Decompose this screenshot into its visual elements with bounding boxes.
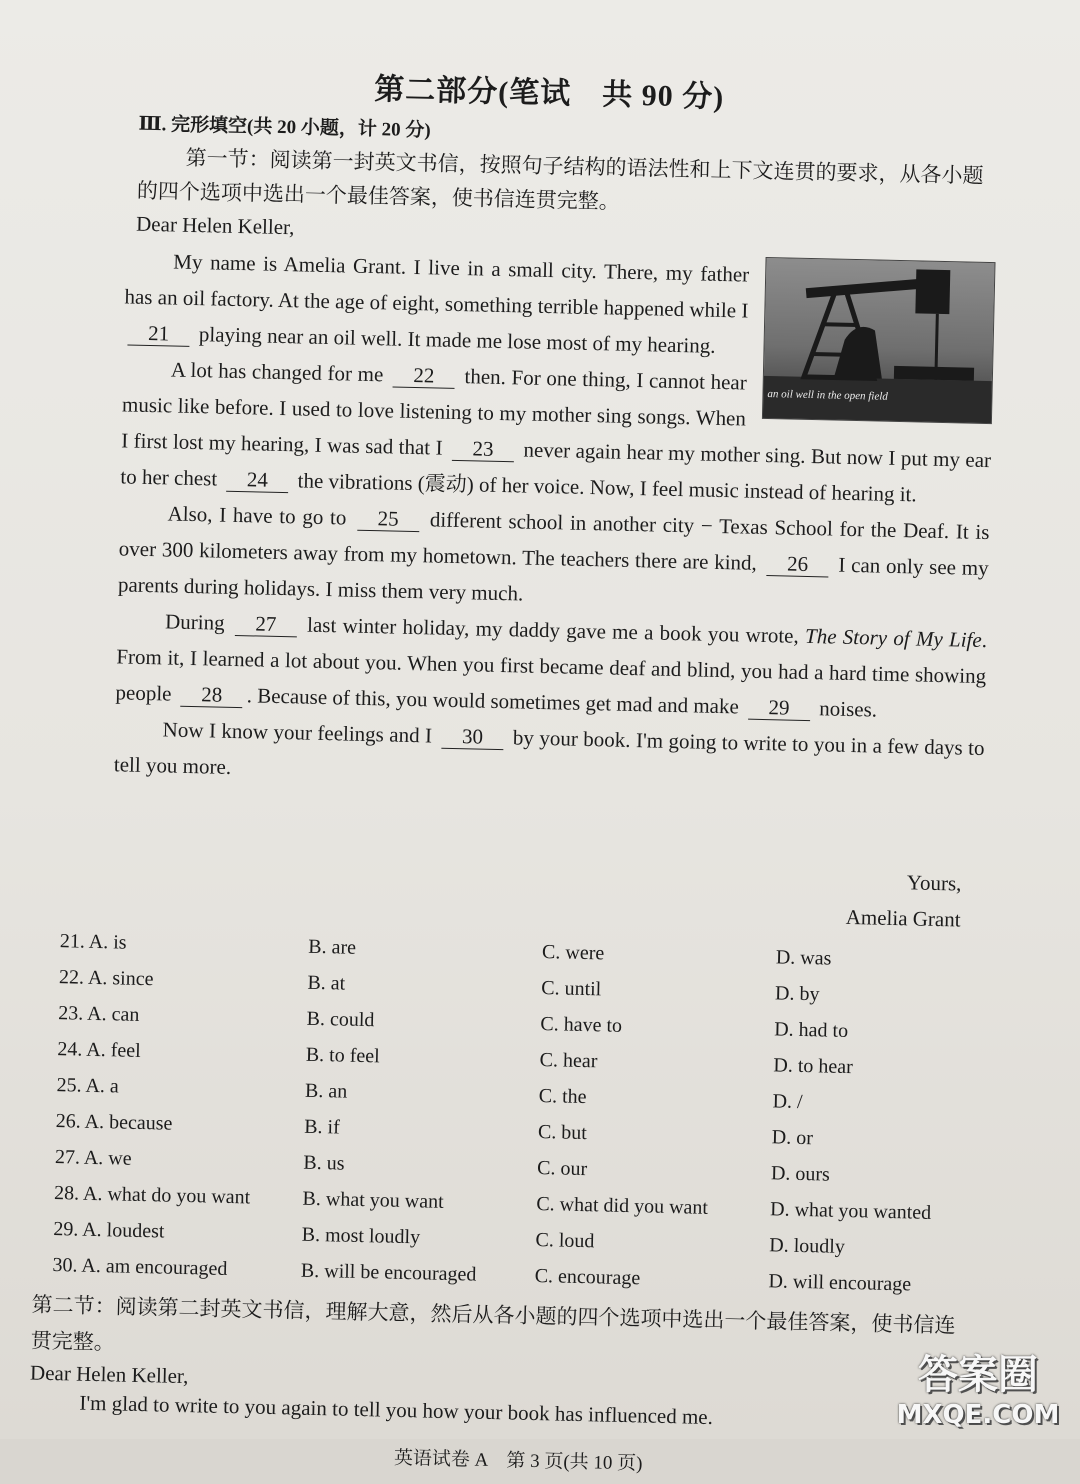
answer-option[interactable]: B. could: [306, 1007, 375, 1031]
letter-signoff: [50, 845, 961, 938]
page-content: [29, 49, 1030, 1483]
answer-option[interactable]: C. but: [537, 1120, 588, 1144]
letter-greeting: Dear Helen Keller,: [135, 211, 295, 240]
blank-27[interactable]: 27: [235, 611, 298, 637]
answer-option[interactable]: C. our: [536, 1156, 588, 1180]
part-title: 第二部分(笔试 共 90 分): [373, 73, 725, 114]
section1-instruction: 第一节：阅读第一封英文书信，按照句子结构的语法性和上下文连贯的要求，从各小题的四个选项中选出一个最佳答案，使书信连贯完整。: [136, 145, 984, 214]
answer-option[interactable]: C. what did you want: [536, 1192, 709, 1219]
answer-option[interactable]: D. will encourage: [768, 1269, 912, 1296]
letter-text: playing near an oil well. It made me lose most of my hearing.: [198, 322, 716, 358]
answer-option[interactable]: D. loudly: [769, 1233, 846, 1258]
answer-option[interactable]: D. /: [772, 1089, 803, 1113]
answer-option[interactable]: B. will be encouraged: [300, 1259, 477, 1286]
letter-text: Also, I have to go to: [167, 501, 347, 530]
letter-text: I can only see my parents during holidays. I miss them very much.: [117, 552, 989, 606]
letter-text: noises.: [819, 696, 878, 722]
letter-text: never again hear my mother sing. But now I put my ear to her chest: [120, 437, 992, 491]
watermark-sub: MXQE.COM: [896, 1400, 1060, 1430]
answer-option[interactable]: 23. A. can: [58, 1001, 140, 1026]
answer-option[interactable]: 28. A. what do you want: [53, 1181, 251, 1208]
answer-option[interactable]: 26. A. because: [55, 1109, 173, 1135]
answer-option[interactable]: D. ours: [770, 1161, 831, 1186]
letter-text: Now I know your feelings and I: [162, 717, 433, 748]
answer-option[interactable]: B. us: [303, 1151, 345, 1175]
oil-well-photo: [762, 257, 996, 424]
answer-option[interactable]: C. the: [538, 1084, 587, 1108]
letter-text: . Because of this, you would sometimes get mad and make: [246, 683, 740, 719]
watermark-logo: [888, 1343, 1068, 1433]
letter-text: . From it, I learned a lot about you. When you first became deaf and blind, you had a hard time showing people: [115, 627, 988, 706]
answer-option[interactable]: 22. A. since: [58, 965, 154, 990]
blank-21[interactable]: 21: [127, 320, 190, 346]
letter-body: [114, 242, 996, 802]
letter2-first-sentence: I'm glad to write to you again to tell you how your book has influenced me.: [79, 1390, 714, 1430]
answer-option[interactable]: D. had to: [773, 1017, 849, 1042]
blank-24[interactable]: 24: [226, 467, 289, 493]
answer-option[interactable]: B. are: [308, 935, 357, 959]
section2-instruction-text: 第二节：阅读第二封英文书信，理解大意，然后从各小题的四个选项中选出一个最佳答案，使书信连贯完整。: [30, 1292, 956, 1355]
answer-option[interactable]: D. was: [775, 945, 832, 970]
answer-option[interactable]: D. what you wanted: [769, 1197, 932, 1224]
letter-paragraph: [115, 602, 987, 730]
answer-option[interactable]: 21. A. is: [59, 929, 127, 954]
answer-options: [42, 923, 1010, 1305]
letter-text: different school in another city − Texas School for the Deaf. It is over 300 kilometers away from my hometown. The teachers there are kind,: [118, 507, 990, 575]
answer-option[interactable]: 29. A. loudest: [53, 1217, 165, 1243]
letter-text: My name is Amelia Grant. I live in a small city. There, my father has an oil factory. At the age of eight, something terrible happened while I: [124, 249, 750, 323]
letter-text: last winter holiday, my daddy gave me a book you wrote,: [306, 612, 800, 648]
blank-29[interactable]: 29: [748, 695, 811, 721]
signoff-text: Yours,: [906, 870, 962, 896]
watermark-main: 答案圈: [918, 1352, 1038, 1398]
answer-option[interactable]: C. hear: [539, 1048, 598, 1072]
blank-26[interactable]: 26: [766, 551, 829, 577]
answer-option[interactable]: 25. A. a: [56, 1073, 120, 1097]
page-footer: 英语试卷 A 第 3 页(共 10 页): [393, 1447, 643, 1475]
answer-option[interactable]: C. loud: [535, 1228, 595, 1252]
book-title: The Story of My Life: [804, 623, 983, 652]
answer-option[interactable]: C. until: [541, 976, 602, 1000]
answer-option[interactable]: D. by: [774, 981, 820, 1005]
letter2-greeting: Dear Helen Keller,: [29, 1360, 189, 1389]
letter-text: A lot has changed for me: [170, 357, 384, 387]
answer-option[interactable]: C. encourage: [534, 1264, 641, 1289]
letter-text: then. For one thing, I cannot hear music like before. I used to love listening to my mother sing songs. When I first lost my hearing, I was sad that I: [120, 364, 748, 460]
letter-paragraph: [118, 494, 990, 622]
answer-option[interactable]: 24. A. feel: [57, 1037, 141, 1062]
blank-23[interactable]: 23: [452, 436, 515, 462]
section-heading: Ⅲ. 完形填空(共 20 小题，计 20 分): [138, 113, 431, 142]
answer-option[interactable]: B. most loudly: [301, 1223, 421, 1248]
answer-option[interactable]: B. an: [304, 1079, 348, 1103]
blank-22[interactable]: 22: [393, 363, 456, 389]
photo-caption: an oil well in the open field: [767, 388, 888, 403]
answer-option[interactable]: B. if: [303, 1115, 341, 1139]
answer-option[interactable]: 30. A. am encouraged: [52, 1253, 228, 1280]
answer-option[interactable]: C. were: [541, 940, 605, 964]
answer-option[interactable]: C. have to: [540, 1012, 623, 1037]
letter-text: the vibrations (震动) of her voice. Now, I feel music instead of hearing it.: [297, 468, 917, 507]
answer-option[interactable]: B. at: [307, 971, 346, 995]
answer-option[interactable]: 27. A. we: [54, 1145, 132, 1170]
answer-option[interactable]: B. what you want: [302, 1187, 444, 1213]
signature-text: Amelia Grant: [845, 904, 961, 932]
answer-option[interactable]: B. to feel: [305, 1043, 380, 1067]
letter-text: by your book. I'm going to write to you in a few days to tell you more.: [113, 725, 985, 779]
letter-text: During: [164, 609, 225, 635]
answer-option[interactable]: D. to hear: [773, 1053, 854, 1078]
blank-30[interactable]: 30: [441, 724, 504, 750]
answer-option[interactable]: D. or: [771, 1125, 814, 1149]
blank-25[interactable]: 25: [357, 506, 420, 532]
blank-28[interactable]: 28: [180, 682, 243, 708]
